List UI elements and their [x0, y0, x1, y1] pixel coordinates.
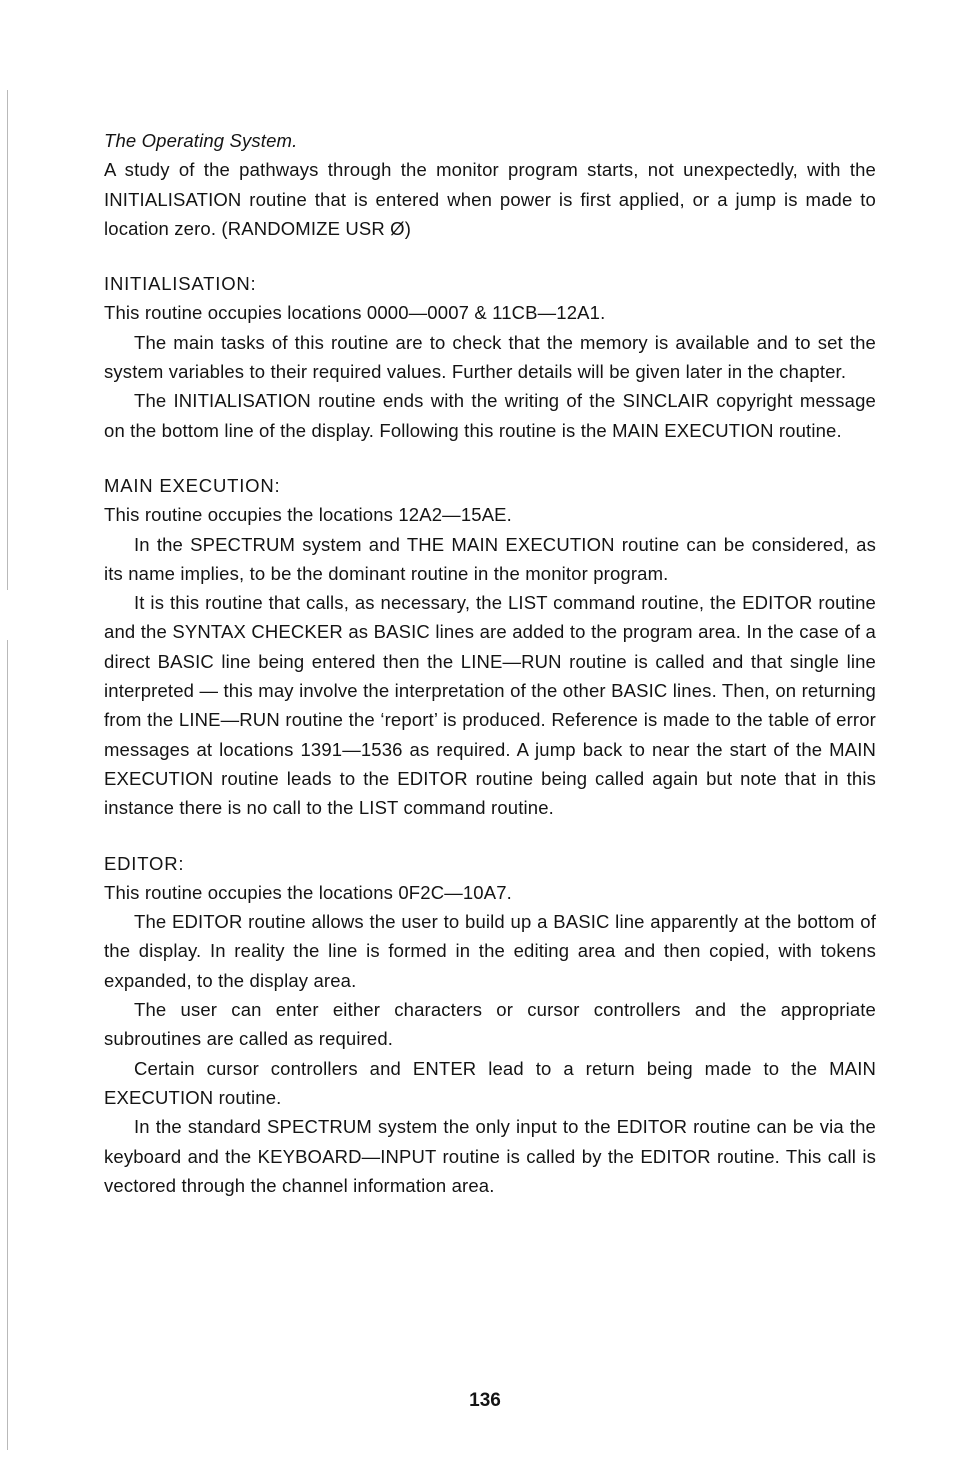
- paragraph: In the SPECTRUM system and THE MAIN EXECUTION routine can be considered, as its name implies, to be the dominant routine in the monitor program.: [104, 533, 876, 584]
- paragraph: The EDITOR routine allows the user to build up a BASIC line apparently at the bottom of the display. In reality the line is formed in the editing area and then copied, with tokens expanded, to the display area.: [104, 911, 876, 991]
- location-line: This routine occupies the locations 0F2C—10A7.: [104, 881, 512, 903]
- location-line: This routine occupies the locations 12A2—15AE.: [104, 504, 512, 526]
- section-initialisation: [104, 269, 876, 445]
- paragraph: In the standard SPECTRUM system the only input to the EDITOR routine can be via the keyboard and the KEYBOARD—INPUT routine is called by the EDITOR routine. This call is vectored through the channel information area.: [104, 1116, 876, 1196]
- section-heading: EDITOR:: [104, 852, 185, 874]
- page-edge-mark-top: [7, 90, 8, 590]
- paragraph: The main tasks of this routine are to check that the memory is available and to set the system variables to their required values. Further details will be given later in the chapter.: [104, 331, 876, 383]
- chapter-heading: The Operating System.: [104, 130, 298, 151]
- paragraph: It is this routine that calls, as necessary, the LIST command routine, the EDITOR routine and the SYNTAX CHECKER as BASIC lines are added to the program area. In the case of a direct BASIC line being entered then the LINE—RUN routine is called and that single line interpreted — this may involve the interpretation of the other BASIC lines. Then, on returning from the LINE—RUN routine the ‘report’ is produced. Reference is made to the table of error messages at locations 1391—1536 as required. A jump back to near the start of the MAIN EXECUTION routine leads to the EDITOR routine being called again but note that in this instance there is no call to the LIST command routine.: [104, 592, 876, 819]
- section-editor: [104, 849, 876, 1201]
- intro-section: [104, 126, 876, 243]
- location-line: This routine occupies locations 0000—0007 & 11CB—12A1.: [104, 302, 606, 324]
- paragraph: Certain cursor controllers and ENTER lead to a return being made to the MAIN EXECUTION routine.: [104, 1057, 876, 1108]
- paragraph: The INITIALISATION routine ends with the writing of the SINCLAIR copyright message on the bottom line of the display. Following this routine is the MAIN EXECUTION routine.: [104, 390, 876, 441]
- section-heading: MAIN EXECUTION:: [104, 474, 281, 496]
- document-page: [104, 126, 876, 1200]
- section-heading: INITIALISATION:: [104, 273, 257, 295]
- paragraph: The user can enter either characters or cursor controllers and the appropriate subroutines are called as required.: [104, 999, 876, 1050]
- page-number: 136: [469, 1390, 501, 1411]
- section-main-execution: [104, 471, 876, 823]
- page-edge-mark-bottom: [7, 640, 8, 1450]
- intro-paragraph: A study of the pathways through the monitor program starts, not unexpectedly, with the INITIALISATION routine that is entered when power is first applied, or a jump is made to location zero. (RANDOMIZE USR Ø): [104, 159, 876, 239]
